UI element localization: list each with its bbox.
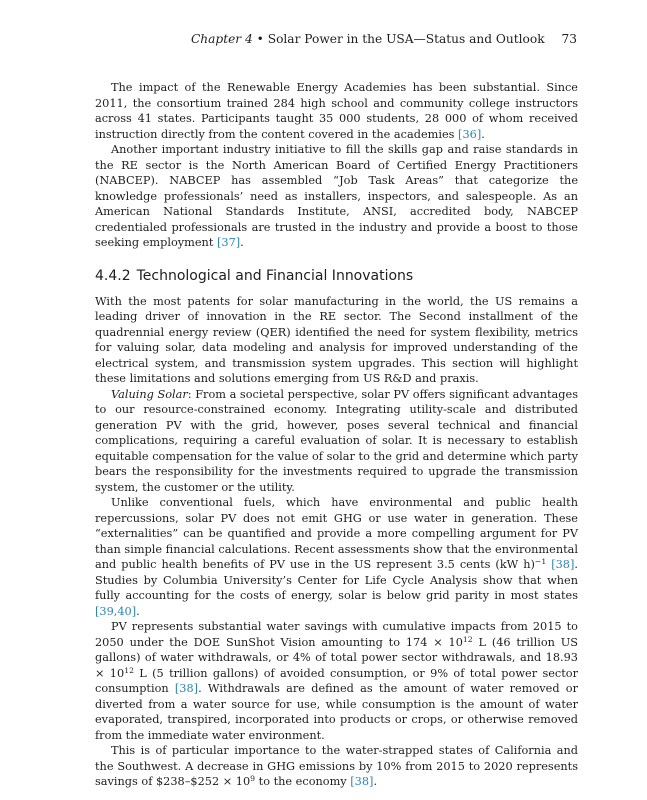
paragraph-6-text-3: L (5 trillion gallons) of avoided consumption, or 9% of total power sector consumption (95, 666, 578, 695)
page-number: 73 (561, 32, 577, 46)
paragraph-6-text-2: L (46 trillion US gallons) of water withdrawals, or 4% of total power sector withdrawals, and 18.93 × 10 (95, 635, 578, 680)
valuing-solar-lead: Valuing Solar (111, 387, 188, 401)
exponent-minus-one: −1 (534, 557, 547, 567)
citation-38[interactable]: [38] (350, 775, 374, 788)
paragraph-7-text-2: to the economy (255, 775, 351, 788)
paragraph-1-text: The impact of the Renewable Energy Academies has been substantial. Since 2011, the consortium trained 284 high school and community college instructors across 41 states. Participants taught 35 000 students, 28 000 of whom received instruction directly from the content covered in the academies (95, 81, 578, 141)
chapter-label: Chapter 4 (190, 32, 253, 46)
section-heading (95, 267, 578, 285)
paragraph-6-text-1: PV represents substantial water savings with cumulative impacts from 2015 to 2050 under the DOE SunShot Vision amounting to 174 × 10 (95, 620, 578, 649)
body-text (95, 80, 578, 790)
paragraph-4 (95, 387, 578, 496)
paragraph-6 (95, 619, 578, 743)
running-head (191, 31, 577, 47)
paragraph-5-end: . (136, 604, 140, 618)
citation-37[interactable]: [37] (216, 236, 241, 249)
section-title: Technological and Financial Innovations (136, 267, 414, 284)
paragraph-3: With the most patents for solar manufacturing in the world, the US remains a leading driver of innovation in the RE sector. The Second installment of the quadrennial energy review (QER) identified the need for system flexibility, metrics for valuing solar, data modeling and analysis for improved understanding of the electrical system, and transmission system upgrades. This section will highlight these limitations and solutions emerging from US R&D and praxis. (95, 294, 578, 385)
paragraph-2 (95, 142, 578, 251)
exponent-12-b: 12 (124, 665, 134, 675)
paragraph-4-text: : From a societal perspective, solar PV offers significant advantages to our resource-constrained economy. Integrating utility-scale and distributed generation PV with the grid, however, poses several technical and financial complications, requiring a careful evaluation of solar. It is necessary to establish equitable compensation for the value of solar to the grid and determine which party bears the responsibility for the investments required to upgrade the transmission system, the customer or the utility. (95, 387, 578, 494)
section-number: 4.4.2 (95, 267, 131, 284)
citation-38[interactable]: [38] (174, 682, 199, 695)
paragraph-6-text-4: . Withdrawals are defined as the amount of water removed or diverted from a water source for use, while consumption is the amount of water evaporated, transpired, incorporated into products or crops, or otherwise removed from the immediate water environment. (95, 682, 578, 742)
paragraph-2-text: Another important industry initiative to fill the skills gap and raise standards in the RE sector is the North American Board of Certified Energy Practitioners (NABCEP). NABCEP has assembled “Job Task Areas” that categorize the knowledge professionals’ need as installers, inspectors, and salespeople. As an American National Standards Institute, ANSI, accredited body, NABCEP credentialed professionals are trusted in the industry and provide a boost to those seeking employment (95, 143, 578, 249)
paragraph-5 (95, 495, 578, 619)
chapter-title: Solar Power in the USA—Status and Outlook (267, 32, 545, 46)
paragraph-7 (95, 743, 578, 790)
citation-38[interactable]: [38] (551, 558, 575, 571)
paragraph-2-end: . (240, 236, 244, 249)
citation-39-40[interactable]: [39,40] (95, 604, 137, 618)
bullet-separator: • (256, 32, 264, 46)
paragraph-5-text-2: . Studies by Columbia University’s Center for Life Cycle Analysis show that when fully accounting for the costs of energy, solar is below grid parity in most states (95, 558, 578, 602)
exponent-9: 9 (250, 774, 256, 784)
paragraph-5-text-1: Unlike conventional fuels, which have environmental and public health repercussions, solar PV does not emit GHG or use water in generation. These “externalities” can be quantified and provide a more compelling argument for PV than simple financial calculations. Recent assessments show that the environmental and public health benefits of PV use in the US represent 3.5 cents (kW h) (95, 496, 578, 571)
paragraph-1-end: . (481, 127, 485, 141)
exponent-12-a: 12 (462, 634, 473, 644)
paragraph-7-text-1: This is of particular importance to the water-strapped states of California and the Southwest. A decrease in GHG emissions by 10% from 2015 to 2020 represents savings of $238–$252 × 10 (95, 744, 578, 788)
citation-36[interactable]: [36] (458, 127, 482, 141)
paragraph-1 (95, 80, 578, 142)
paragraph-7-end: . (373, 775, 378, 788)
